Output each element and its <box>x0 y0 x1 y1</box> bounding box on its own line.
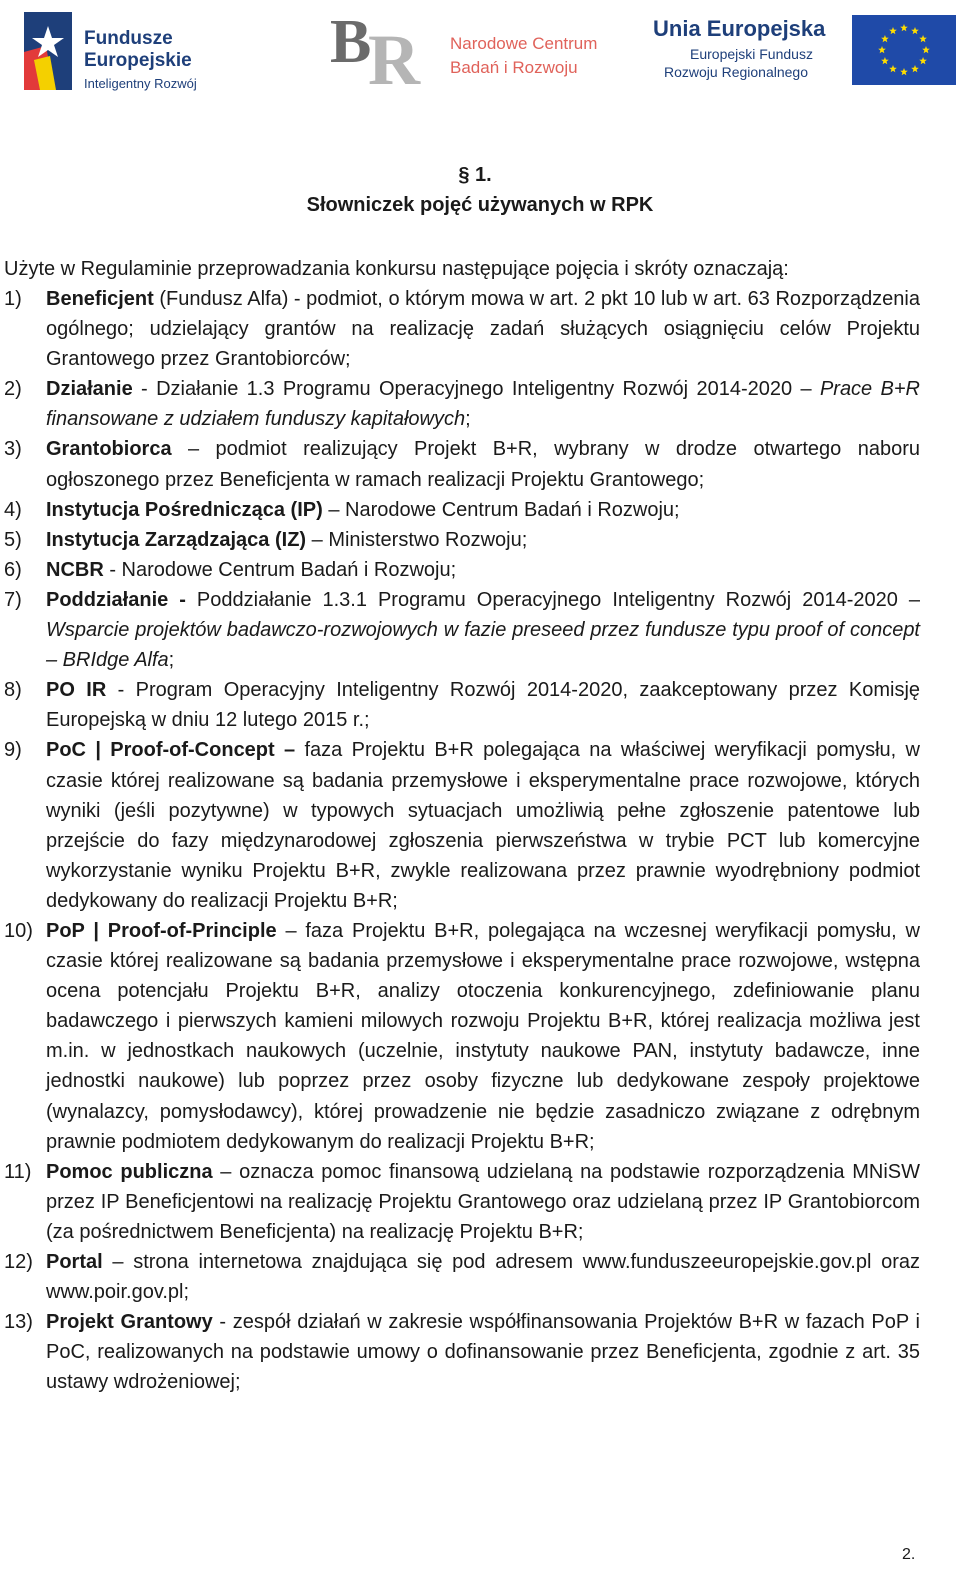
definition-item <box>0 434 920 494</box>
item-definition: - Program Operacyjny Inteligentny Rozwój 2014-2020, zaakceptowany przez Komisję Europejską w dniu 12 lutego 2015 r.; <box>46 679 921 732</box>
item-definition: – strona internetowa znajdująca się pod adresem www.funduszeeuropejskie.gov.pl oraz www.poir.gov.pl; <box>46 1251 920 1304</box>
item-definition: (Fundusz Alfa) - podmiot, o którym mowa w art. 2 pkt 10 lub w art. 63 Rozporządzenia ogólnego; udzielający grantów na realizację zadań służących osiągnięciu celów Projektu Grantowego przez Grantobiorców; <box>46 288 920 371</box>
ncbr-line1: Narodowe Centrum <box>450 34 598 53</box>
item-definition: – podmiot realizujący Projekt B+R, wybrany w drodze otwartego naboru ogłoszonego przez Beneficjenta w ramach realizacji Projektu Grantowego; <box>46 438 920 491</box>
header-logos <box>0 0 960 110</box>
item-term: Instytucja Pośrednicząca (IP) <box>46 498 323 521</box>
item-term: Poddziałanie - <box>46 588 186 611</box>
item-italic-title: Wsparcie projektów badawczo-rozwojowych w fazie preseed przez fundusze typu proof of concept – BRIdge Alfa <box>46 619 920 672</box>
definition-item <box>0 585 920 675</box>
ue-line1: Unia Europejska <box>653 16 826 41</box>
definition-item <box>0 284 920 374</box>
ue-line2: Europejski Fundusz <box>690 46 813 62</box>
definition-item <box>0 1157 920 1247</box>
item-definition: – Narodowe Centrum Badań i Rozwoju; <box>322 498 680 521</box>
item-number: 5) <box>4 528 22 551</box>
fe-star-icon <box>24 12 72 90</box>
section-number: § 1. <box>458 164 492 186</box>
item-term: Projekt Grantowy <box>46 1311 213 1334</box>
item-term: Działanie <box>46 378 133 401</box>
ncbr-line2: Badań i Rozwoju <box>450 58 578 77</box>
fe-line1: Fundusze <box>84 28 173 49</box>
item-term: Instytucja Zarządzająca (IZ) <box>46 528 307 551</box>
item-number: 7) <box>4 588 22 611</box>
item-number: 8) <box>4 679 22 702</box>
item-term: Portal <box>46 1251 103 1273</box>
intro-paragraph: Użyte w Regulaminie przeprowadzania konkursu następujące pojęcia i skróty oznaczają: <box>4 258 789 280</box>
item-definition: – oznacza pomoc finansową udzielaną na podstawie rozporządzenia MNiSW przez IP Beneficjentowi na realizację Projektu Grantowego oraz udzielaną przez IP Grantobiorcom (za pośrednictwem Beneficjenta) na realizację Projektu B+R; <box>46 1160 921 1243</box>
definition-item <box>0 1307 920 1397</box>
page-number: 2. <box>902 1546 916 1563</box>
item-text <box>46 434 920 494</box>
item-tail: ; <box>465 408 471 431</box>
item-term: Grantobiorca <box>46 438 172 461</box>
item-text <box>46 495 920 525</box>
item-number: 9) <box>4 739 22 762</box>
item-text <box>46 525 920 555</box>
item-term: Pomoc publiczna <box>46 1160 213 1183</box>
item-number: 13) <box>4 1311 33 1334</box>
item-definition: Poddziałanie 1.3.1 Programu Operacyjnego Inteligentny Rozwój 2014-2020 – <box>185 588 920 611</box>
item-definition: - Działanie 1.3 Programu Operacyjnego Inteligentny Rozwój 2014-2020 – <box>132 378 820 401</box>
item-number: 10) <box>4 919 33 942</box>
br-monogram-icon <box>328 6 448 96</box>
item-text <box>46 1247 920 1307</box>
item-number: 2) <box>4 378 22 401</box>
ue-line3: Rozwoju Regionalnego <box>664 64 808 80</box>
item-definition: - Narodowe Centrum Badań i Rozwoju; <box>103 558 457 581</box>
item-italic-title: Prace B+R finansowane z udziałem funduszy kapitałowych <box>46 378 920 431</box>
item-definition: – Ministerstwo Rozwoju; <box>306 528 528 551</box>
item-number: 12) <box>4 1251 33 1273</box>
logo-fundusze-europejskie <box>24 10 224 94</box>
item-text <box>46 1157 920 1247</box>
item-term: Beneficjent <box>46 288 154 310</box>
item-text <box>46 675 920 735</box>
definition-item <box>0 374 920 434</box>
item-number: 11) <box>4 1160 32 1183</box>
definition-item <box>0 1247 920 1307</box>
definition-item <box>0 555 920 585</box>
item-text <box>46 735 920 916</box>
definition-item <box>0 495 920 525</box>
definition-item <box>0 916 920 1157</box>
svg-text:R: R <box>368 20 420 96</box>
item-number: 1) <box>4 288 22 310</box>
item-text <box>46 585 920 675</box>
item-number: 6) <box>4 558 22 581</box>
item-term: PoP | Proof-of-Principle <box>46 919 277 942</box>
item-definition: - zespół działań w zakresie współfinansowania Projektów B+R w fazach PoP i PoC, realizowanych na podstawie umowy o dofinansowanie przez Beneficjenta, zgodnie z art. 35 ustawy wdrożeniowej; <box>46 1311 920 1394</box>
item-term: PO IR <box>46 679 107 702</box>
item-text <box>46 374 920 434</box>
item-definition: – faza Projektu B+R, polegająca na wczesnej weryfikacji pomysłu, w czasie której realizowane są badania przemysłowe i eksperymentalne prace rozwojowe, wstępna ocena potencjału Projektu B+R, analizy otoczenia konkurencyjnego, zdefiniowanie planu badawczego i pierwszych kamieni milowych rozwoju Projektu B+R, której realizacja możliwa jest m.in. w jednostkach naukowych (uczelnie, instytuty naukowe PAN, instytuty badawcze, inne jednostki naukowe) lub poprzez przez osoby fizyczne lub dedykowane zespoły projektowe (wynalazcy, pomysłodawcy), której prowadzenie nie będzie zasadniczo związane z odrębnym prawnie podmiotem dedykowanym do realizacji Projektu B+R; <box>46 919 920 1153</box>
item-text <box>46 555 920 585</box>
item-tail: ; <box>168 649 175 672</box>
definitions-list <box>0 284 960 1397</box>
item-number: 4) <box>4 498 22 521</box>
definition-item <box>0 525 920 555</box>
item-text <box>46 284 920 374</box>
svg-text:B: B <box>330 8 372 76</box>
item-text <box>46 916 920 1157</box>
item-term: PoC | Proof-of-Concept – <box>46 739 296 762</box>
definition-item <box>0 735 920 916</box>
section-title: Słowniczek pojęć używanych w RPK <box>306 194 654 216</box>
eu-flag-icon <box>852 15 956 85</box>
document-body <box>0 160 960 1394</box>
item-text <box>46 1307 920 1397</box>
logo-ncbr <box>328 6 598 98</box>
definition-item <box>0 675 920 735</box>
section-heading <box>0 160 960 220</box>
item-definition: faza Projektu B+R polegająca na właściwej weryfikacji pomysłu, w czasie której realizowane są badania przemysłowe i eksperymentalne prace rozwojowe, których wyniki (jeśli pozytywne) w typowych sytuacjach umożliwią pełne zgłoszenie patentowe lub przejście do fazy międzynarodowej zgłoszenia pierwszeństwa w trybie PCT lub komercyjne wykorzystanie wyniku Projektu B+R, zwykle realizowana przez prawnie wyodrębniony podmiot dedykowany do realizacji Projektu B+R; <box>46 739 920 912</box>
logo-unia-europejska <box>650 14 956 88</box>
fe-line2: Europejskie <box>84 50 192 71</box>
fe-line3: Inteligentny Rozwój <box>84 76 197 91</box>
item-term: NCBR <box>46 558 104 581</box>
item-number: 3) <box>4 438 22 461</box>
